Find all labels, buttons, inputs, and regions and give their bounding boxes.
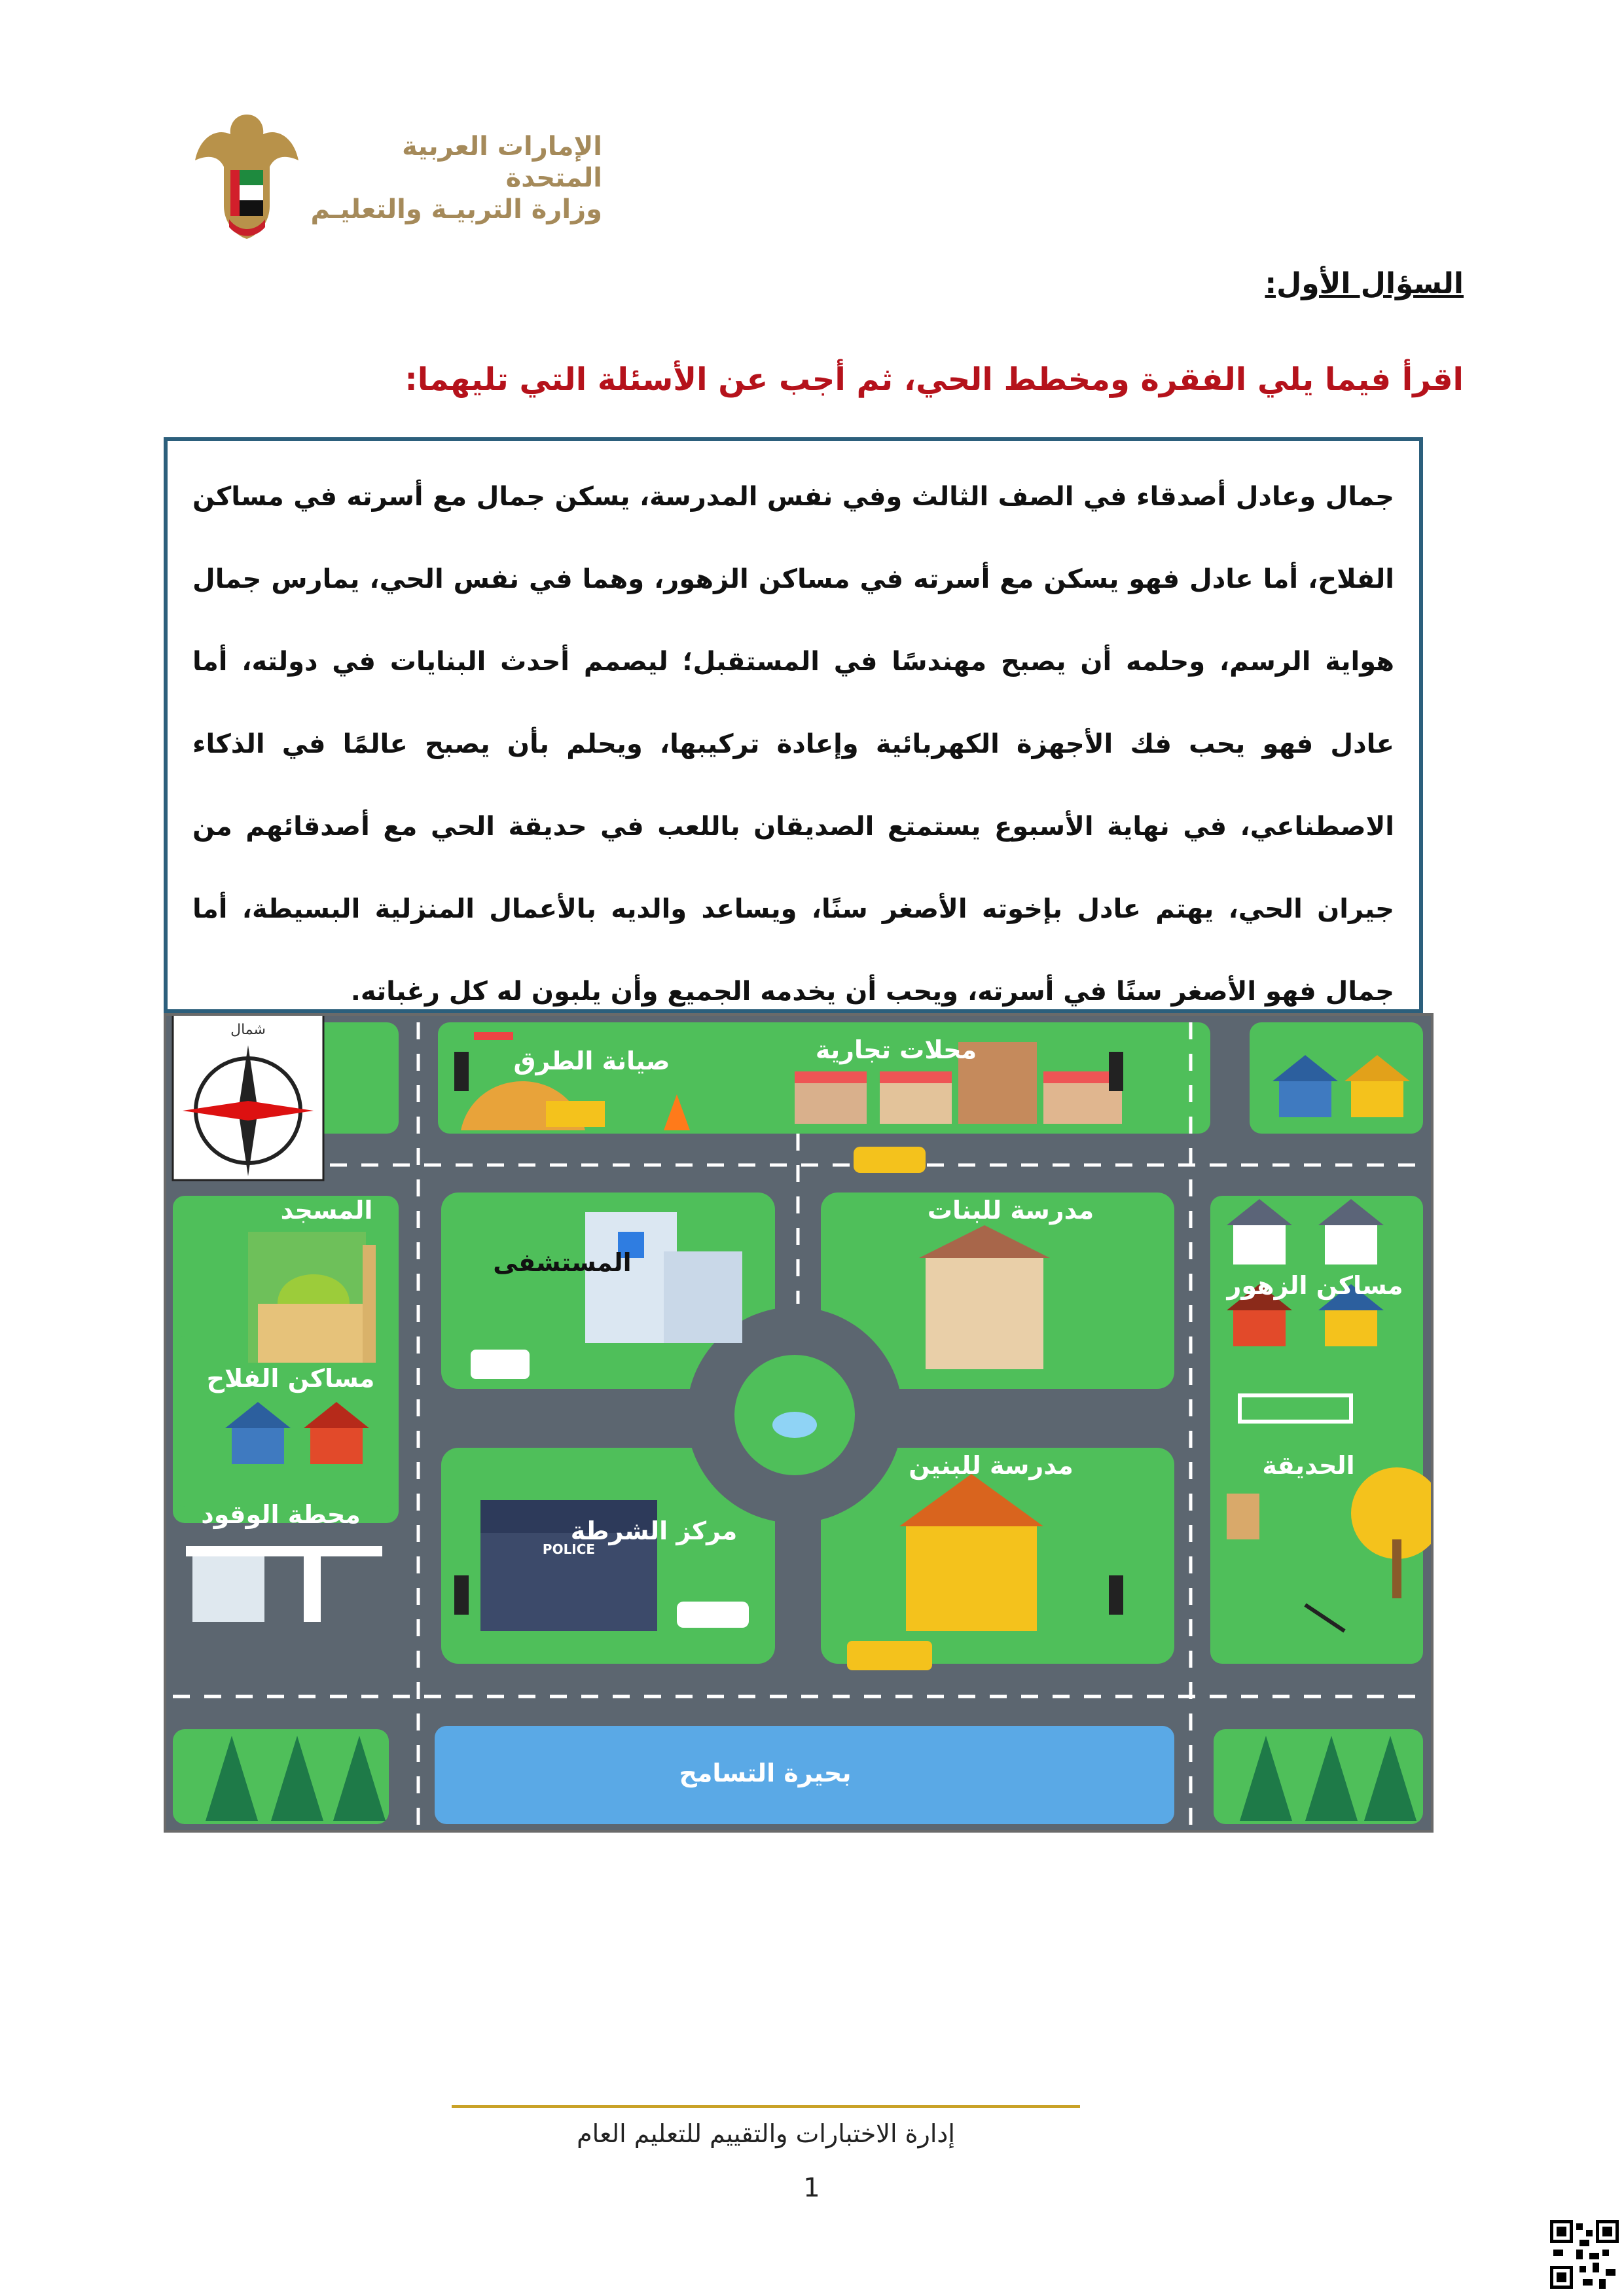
- fountain: [772, 1412, 817, 1438]
- taxi: [854, 1147, 926, 1173]
- qr-code-icon: [1550, 2220, 1619, 2289]
- compass-widget: [173, 1013, 323, 1180]
- grass-block-right: [1210, 1196, 1423, 1664]
- label-road-maintenance: صيانة الطرق: [513, 1047, 670, 1075]
- compass-north-label: شمال: [230, 1022, 266, 1038]
- label-fuel-station: محطة الوقود: [201, 1500, 361, 1529]
- label-mosque: المسجد: [280, 1196, 373, 1225]
- page-number: 1: [803, 2173, 820, 2203]
- mosque: [248, 1232, 376, 1363]
- label-park: الحديقة: [1262, 1451, 1355, 1480]
- label-zuhur-homes: مساكن الزهور: [1227, 1271, 1403, 1300]
- uae-emblem-logo: [190, 108, 304, 242]
- label-shops: محلات تجارية: [815, 1035, 977, 1064]
- school-bus: [847, 1641, 932, 1670]
- reading-passage-text: جمال وعادل أصدقاء في الصف الثالث وفي نفس المدرسة، يسكن جمال مع أسرته في مساكن الفلاح، أما عادل فهو يسكن مع أسرته في مساكن الزهور، وهما في نفس الحي، يمارس جمال هواية الرسم، وحلمه أن يصبح مهندسًا في المستقبل؛ ليصمم أحدث البنايات في دولته، أما عادل فهو يحب فك الأجهزة الكهربائية وإعادة تركيبها، ويحلم بأن يصبح عالمًا في الذكاء الاصطناعي، في نهاية الأسبوع يستمتع الصديقان باللعب في حديقة الحي مع أصدقائهم من جيران الحي، يهتم عادل بإخوته الأصغر سنًا، ويساعد والديه بالأعمال المنزلية البسيطة، أما جمال فهو الأصغر سنًا في أسرته، ويحب أن يخدمه الجميع وأن يلبون له كل رغباته.: [192, 482, 1394, 1007]
- ambulance: [471, 1350, 530, 1379]
- label-boys-school: مدرسة للبنين: [909, 1451, 1074, 1480]
- question-instruction: اقرأ فيما يلي الفقرة ومخطط الحي، ثم أجب عن الأسئلة التي تليهما:: [405, 361, 1464, 398]
- reading-passage-box: [164, 437, 1423, 1013]
- label-fallah-homes: مساكن الفلاح: [206, 1364, 375, 1393]
- label-tolerance-lake: بحيرة التسامح: [679, 1759, 852, 1787]
- organization-name: [308, 131, 602, 225]
- footer-divider: [452, 2105, 1080, 2108]
- org-line-1: الإمارات العربية المتحدة: [402, 132, 602, 193]
- footer-department: إدارة الاختبارات والتقييم للتعليم العام: [577, 2119, 955, 2148]
- neighborhood-map: [164, 1013, 1434, 1833]
- question-title: السؤال الأول:: [1265, 267, 1464, 300]
- label-girls-school: مدرسة للبنات: [927, 1196, 1094, 1225]
- police-sign: POLICE: [542, 1541, 596, 1557]
- label-hospital: المستشفى: [493, 1248, 632, 1277]
- org-line-2: وزارة التربيـة والتعليـم: [310, 194, 602, 224]
- police-car: [677, 1602, 749, 1628]
- label-police-station: مركز الشرطة: [570, 1516, 738, 1545]
